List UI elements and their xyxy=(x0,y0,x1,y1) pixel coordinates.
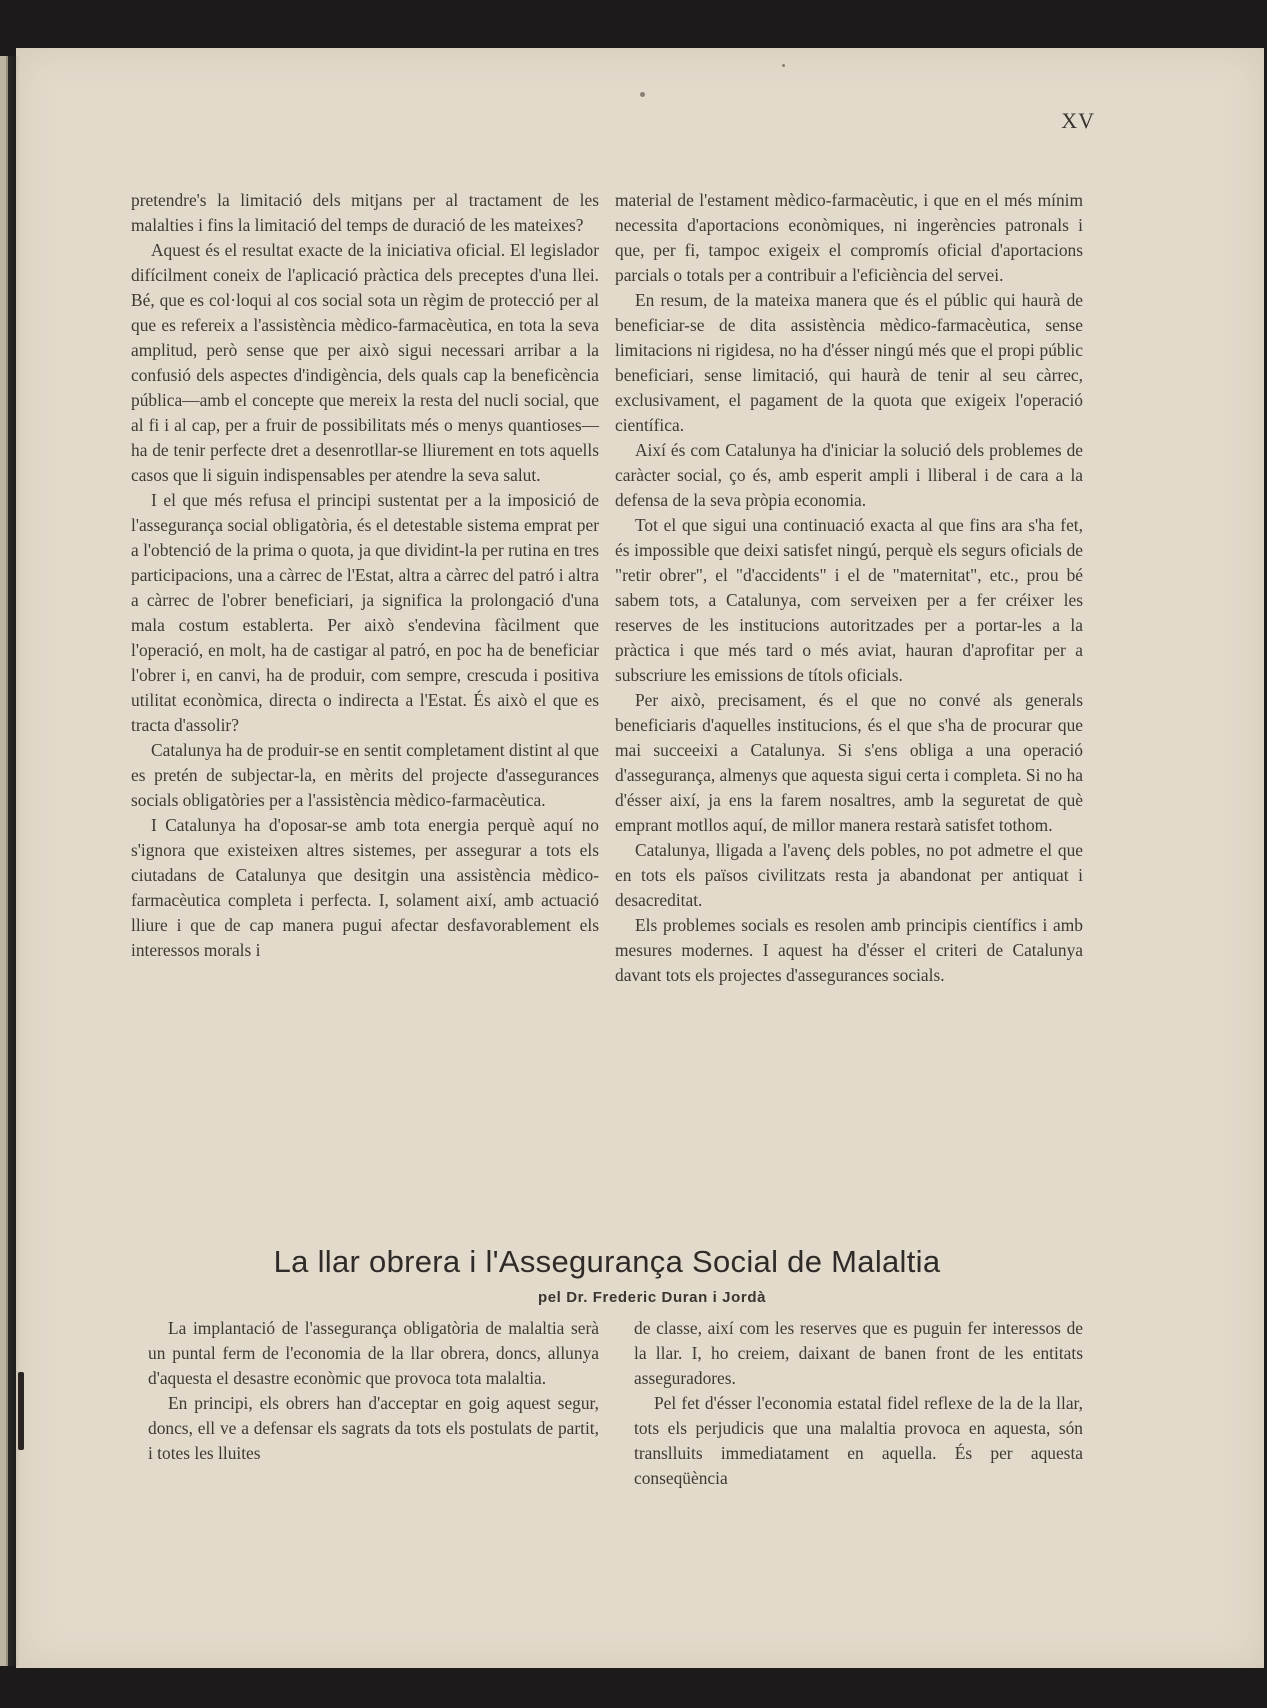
paragraph: Els problemes socials es resolen amb principis científics i amb mesures modernes. I aquest ha d'ésser el criteri de Catalunya davant tots els projectes d'assegurances socials. xyxy=(615,915,1083,985)
article-left-column xyxy=(148,1316,599,1466)
paragraph: En principi, els obrers han d'acceptar en goig aquest segur, doncs, ell ve a defensar els sagrats da tots els postulats de partit, i totes les lluites xyxy=(148,1393,599,1463)
paragraph: I el que més refusa el principi sustentat per a la imposició de l'assegurança social obligatòria, és el detestable sistema emprat per a l'obtenció de la prima o quota, ja que dividint-la per rutina en tres participacions, una a càrrec de l'Estat, altra a càrrec del patró i altra a càrrec de l'obrer beneficiari, ja significa la prolongació d'una mala costum establerta. Per això s'endevina fàcilment que l'operació, en molt, ha de castigar al patró, en poc ha de beneficiar l'obrer i, en canvi, ha de produir, com sempre, crescuda i positiva utilitat econòmica, directa o indirecta a l'Estat. És això el que es tracta d'assolir? xyxy=(131,490,599,735)
top-left-column xyxy=(131,188,599,963)
page-number: XV xyxy=(1061,108,1095,133)
top-right-column xyxy=(615,188,1083,988)
article-byline: pel Dr. Frederic Duran i Jordà xyxy=(537,1289,767,1306)
article-title: La llar obrera i l'Assegurança Social de Malaltia xyxy=(273,1244,941,1279)
paragraph: pretendre's la limitació dels mitjans per al tractament de les malalties i fins la limitació del temps de duració de les mateixes? xyxy=(131,190,599,235)
paragraph: Aquest és el resultat exacte de la iniciativa oficial. El legislador difícilment coneix de l'aplicació pràctica dels preceptes d'una llei. Bé, que es col·loqui al cos social sota un règim de protecció per al que es refereix a l'assistència mèdico-farmacèutica, en tota la seva amplitud, però sense que per això sigui necessari arribar a la confusió dels aspectes d'indigència, dels quals cap la beneficència pública—amb el concepte que mereix la resta del nucli social, que al fi i al cap, per a fruir de possibilitats més o menys quantioses—ha de tenir perfecte dret a desenrotllar-se lliurement en tots aquells casos que li siguin indispensables per atendre la seva salut. xyxy=(131,240,599,485)
margin-ink-mark xyxy=(18,1372,24,1450)
paragraph: Tot el que sigui una continuació exacta al que fins ara s'ha fet, és impossible que deixi satisfet ningú, perquè els segurs oficials de "retir obrer", el "d'accidents" i el de "maternitat", etc., prou bé sabem tots, a Catalunya, com serveixen per a fer créixer les reserves de les institucions autoritzades per a portar-les a la pràctica i que més tard o més aviat, hauran d'aprofitar per a subscriure les emissions de títols oficials. xyxy=(615,515,1083,685)
paper-speck xyxy=(782,64,785,67)
paragraph: Així és com Catalunya ha d'iniciar la solució dels problemes de caràcter social, ço és, amb esperit ampli i lliberal i de cara a la defensa de la seva pròpia economia. xyxy=(615,440,1083,510)
paragraph: de classe, així com les reserves que es puguin fer interessos de la llar. I, ho creiem, daixant de banen front de les entitats asseguradores. xyxy=(634,1318,1083,1388)
paragraph: La implantació de l'assegurança obligatòria de malaltia serà un puntal ferm de l'economia de la llar obrera, doncs, allunya d'aquesta el desastre econòmic que provoca tota malaltia. xyxy=(148,1318,599,1388)
paragraph: material de l'estament mèdico-farmacèutic, i que en el més mínim necessita d'aportacions econòmiques, ni ingerències patronals i que, per fi, tampoc exigeix el compromís oficial d'aportacions parcials o totals per a contribuir a l'eficiència del servei. xyxy=(615,190,1083,285)
paragraph: Pel fet d'ésser l'economia estatal fidel reflexe de la de la llar, tots els perjudicis que una malaltia provoca en aquesta, són translluits immediatament en aquella. És per aquesta conseqüència xyxy=(634,1393,1083,1488)
paragraph: I Catalunya ha d'oposar-se amb tota energia perquè aquí no s'ignora que existeixen altres sistemes, per assegurar a tots els ciutadans de Catalunya que desitgin una assistència mèdico-farmacèutica completa i perfecta. I, solament així, amb actuació lliure i que de cap manera pugui afectar desfavorablement els interessos morals i xyxy=(131,815,599,960)
paper-speck xyxy=(640,92,645,97)
paragraph: En resum, de la mateixa manera que és el públic qui haurà de beneficiar-se de dita assistència mèdico-farmacèutica, sense limitacions ni rigidesa, no ha d'ésser ningú més que el propi públic beneficiari, sense limitació, qui haurà de tenir al seu càrrec, exclusivament, el pagament de la quota que exigeix l'operació científica. xyxy=(615,290,1083,435)
paragraph: Per això, precisament, és el que no convé als generals beneficiaris d'aquelles institucions, és el que s'ha de procurar que mai succeeixi a Catalunya. Si s'ens obliga a una operació d'assegurança, almenys que aquesta sigui certa i completa. Si no ha d'ésser així, ja ens la farem nosaltres, amb la seguretat de què emprant motllos aquí, de millor manera restarà satisfet tothom. xyxy=(615,690,1083,835)
article-right-column xyxy=(634,1316,1083,1491)
paragraph: Catalunya ha de produir-se en sentit completament distint al que es pretén de subjectar-la, en mèrits del projecte d'assegurances socials obligatòries per a l'assistència mèdico-farmacèutica. xyxy=(131,740,599,810)
paragraph: Catalunya, lligada a l'avenç dels pobles, no pot admetre el que en tots els països civilitzats resta ja abandonat per antiquat i desacreditat. xyxy=(615,840,1083,910)
